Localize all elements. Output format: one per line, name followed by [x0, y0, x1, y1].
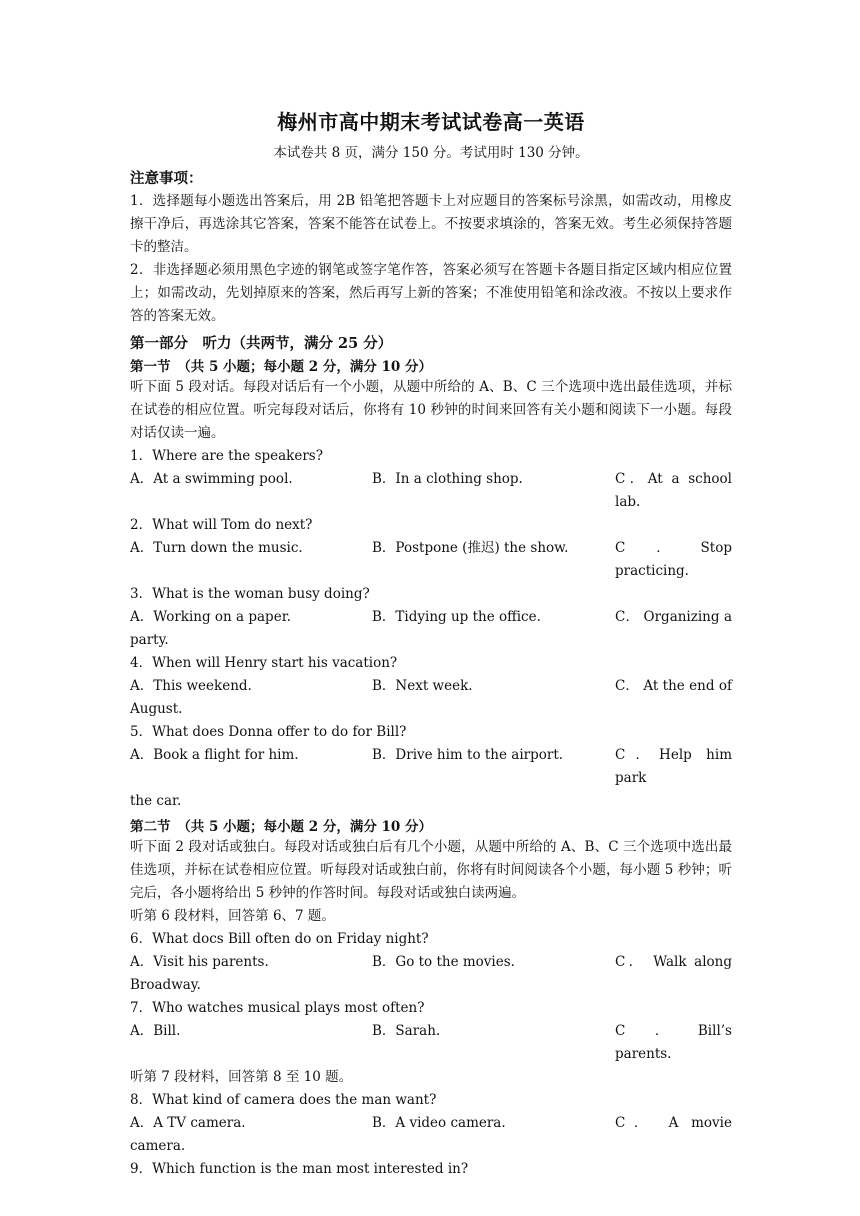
option-c: C． Organizing a	[615, 609, 732, 625]
option-c: C．At a school lab.	[615, 471, 732, 510]
option-a: A．Bill.	[130, 1023, 181, 1039]
option-b: B．A video camera.	[372, 1115, 506, 1131]
option-c-wrap: August.	[130, 701, 183, 717]
option-b: B．Go to the movies.	[372, 954, 515, 970]
question-7: 7．Who watches musical plays most often?	[130, 1000, 425, 1016]
option-a: A．Visit his parents.	[130, 954, 269, 970]
option-b: B．Postpone (推迟) the show.	[372, 540, 569, 556]
part1-heading: 第一部分 听力（共两节，满分 25 分）	[130, 335, 393, 352]
question-1: 1．Where are the speakers?	[130, 448, 323, 464]
section1-heading: 第一节 （共 5 小题；每小题 2 分，满分 10 分）	[130, 359, 433, 375]
notice-item-2: 2．非选择题必须用黑色字迹的钢笔或签字笔作答，答案必须写在答题卡各题目指定区域内相应位置上；如需改动，先划掉原来的答案，然后再写上新的答案；不准使用铅笔和涂改液。不按以上要求作答的答案无效。	[130, 262, 732, 324]
options-6	[130, 951, 732, 974]
option-a: A．Working on a paper.	[130, 609, 291, 625]
option-c-wrap: camera.	[130, 1138, 186, 1154]
material-6-label: 听第 6 段材料，回答第 6、7 题。	[130, 908, 335, 924]
option-c: C． At the end of	[615, 678, 732, 694]
option-b: B．Tidying up the office.	[372, 609, 541, 625]
options-5	[130, 744, 732, 790]
option-c-wrap: party.	[130, 632, 169, 648]
option-c-wrap: the car.	[130, 793, 182, 809]
page-title: 梅州市高中期末考试试卷高一英语	[277, 110, 585, 134]
question-3: 3．What is the woman busy doing?	[130, 586, 370, 602]
section1-instructions: 听下面 5 段对话。每段对话后有一个小题，从题中所给的 A、B、C 三个选项中选出最佳选项，并标在试卷的相应位置。听完每段对话后，你将有 10 秒钟的时间来回答有关小题和阅读下一小题。每段对话仅读一遍。	[130, 379, 732, 441]
options-1	[130, 468, 732, 514]
notice-item-1: 1．选择题每小题选出答案后，用 2B 铅笔把答题卡上对应题目的答案标号涂黑，如需改动，用橡皮擦干净后，再选涂其它答案，答案不能答在试卷上。不按要求填涂的，答案无效。考生必须保持答题卡的整洁。	[130, 193, 732, 255]
option-a: A．Book a flight for him.	[130, 747, 299, 763]
options-2	[130, 537, 732, 583]
question-4: 4．When will Henry start his vacation?	[130, 655, 398, 671]
options-7	[130, 1020, 732, 1066]
options-8	[130, 1112, 732, 1135]
section2-instructions: 听下面 2 段对话或独白。每段对话或独白后有几个小题，从题中所给的 A、B、C 三个选项中选出最佳选项，并标在试卷相应位置。听每段对话或独白前，你将有时间阅读各个小题，每小题 5 秒钟；听完后，各小题将给出 5 秒钟的作答时间。每段对话或独白读两遍。	[130, 839, 732, 901]
material-7-label: 听第 7 段材料，回答第 8 至 10 题。	[130, 1069, 353, 1085]
section2-heading: 第二节 （共 5 小题；每小题 2 分，满分 10 分）	[130, 819, 433, 835]
question-2: 2．What will Tom do next?	[130, 517, 313, 533]
option-b: B．Drive him to the airport.	[372, 747, 564, 763]
exam-page	[130, 100, 732, 1181]
question-5: 5．What does Donna offer to do for Bill?	[130, 724, 407, 740]
option-c: C． A movie	[615, 1115, 732, 1131]
option-b: B．In a clothing shop.	[372, 471, 523, 487]
option-a: A．A TV camera.	[130, 1115, 246, 1131]
option-a: A．This weekend.	[130, 678, 252, 694]
question-6: 6．What docs Bill often do on Friday night?	[130, 931, 429, 947]
option-c: C． Walk along	[615, 954, 732, 970]
option-b: B．Sarah.	[372, 1023, 441, 1039]
question-9: 9．Which function is the man most interested in?	[130, 1161, 469, 1177]
option-b: B．Next week.	[372, 678, 473, 694]
option-c-wrap: Broadway.	[130, 977, 201, 993]
option-c: C．Help him park	[615, 747, 732, 786]
question-8: 8．What kind of camera does the man want?	[130, 1092, 437, 1108]
options-4	[130, 675, 732, 698]
option-c: C．Stop practicing.	[615, 540, 732, 579]
notice-heading: 注意事项：	[130, 170, 203, 187]
option-a: A．Turn down the music.	[130, 540, 303, 556]
option-a: A．At a swimming pool.	[130, 471, 293, 487]
page-subtitle: 本试卷共 8 页，满分 150 分。考试用时 130 分钟。	[273, 145, 589, 161]
options-3	[130, 606, 732, 629]
option-c: C．Bill’s parents.	[615, 1023, 732, 1062]
